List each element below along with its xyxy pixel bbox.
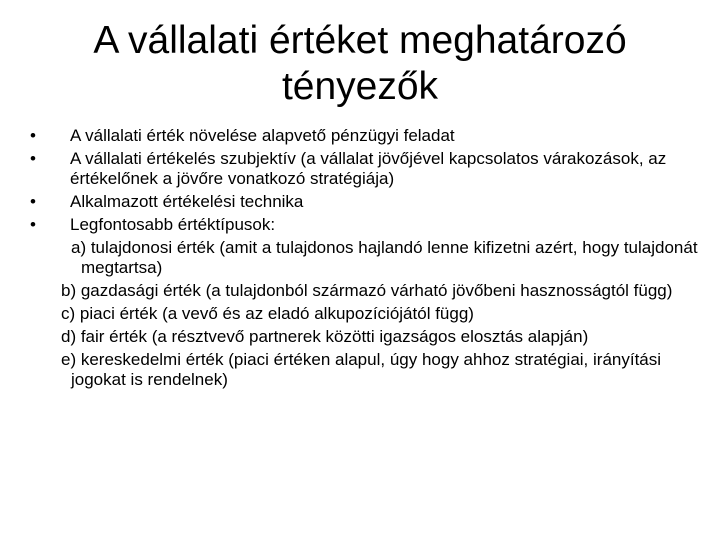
bullet-list: [30, 126, 700, 235]
bullet-item: [30, 192, 700, 212]
value-type-item: d) fair érték (a résztvevő partnerek közötti igazságos elosztás alapján): [61, 327, 589, 346]
bullet-icon: •: [30, 126, 36, 145]
bullet-text: Alkalmazott értékelési technika: [70, 192, 304, 211]
slide-content: [30, 126, 700, 393]
bullet-item: [30, 126, 700, 146]
value-type-list: [30, 238, 700, 390]
bullet-item: [30, 215, 700, 235]
bullet-icon: •: [30, 215, 36, 234]
bullet-icon: •: [30, 149, 36, 168]
value-type-item: e) kereskedelmi érték (piaci értéken alapul, úgy hogy ahhoz stratégiai, irányítási jogokat is rendelnek): [61, 350, 662, 389]
value-type-item: a) tulajdonosi érték (amit a tulajdonos hajlandó lenne kifizetni azért, hogy tulajdonát megtartsa): [71, 238, 698, 277]
bullet-item: [30, 149, 700, 189]
bullet-text: A vállalati értékelés szubjektív (a vállalat jövőjével kapcsolatos várakozások, az értékelőnek a jövőre vonatkozó stratégiája): [70, 149, 667, 188]
bullet-icon: •: [30, 192, 36, 211]
value-type-item: c) piaci érték (a vevő és az eladó alkupozíciójától függ): [61, 304, 474, 323]
slide-title-line-2: tényezők: [281, 65, 439, 108]
bullet-text: Legfontosabb értéktípusok:: [70, 215, 276, 234]
bullet-text: A vállalati érték növelése alapvető pénzügyi feladat: [70, 126, 455, 145]
slide-title: [40, 18, 680, 110]
value-type-item: b) gazdasági érték (a tulajdonból származó várható jövőbeni hasznosságtól függ): [61, 281, 673, 300]
slide-title-line-1: A vállalati értéket meghatározó: [93, 19, 627, 62]
